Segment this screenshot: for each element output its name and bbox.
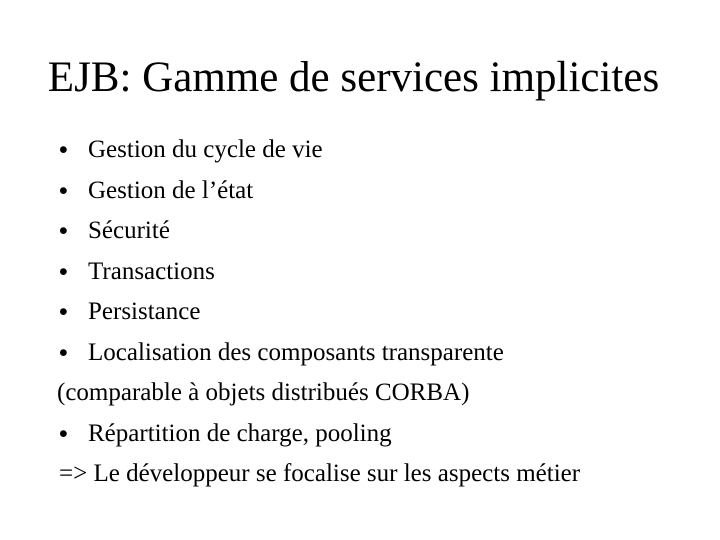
bullet-icon: •	[59, 136, 68, 164]
list-item-text: Sécurité	[88, 217, 170, 244]
bullet-icon: •	[59, 338, 68, 367]
continuation-line	[59, 373, 709, 414]
list-item	[59, 414, 709, 455]
continuation-text: (comparable à objets distribués CORBA)	[57, 379, 470, 406]
list-item-text: Gestion de l’état	[88, 176, 254, 204]
bullet-icon: •	[59, 298, 68, 326]
bullet-icon: •	[59, 176, 68, 205]
list-item	[59, 292, 709, 333]
list-item	[59, 252, 709, 293]
list-item-text: Gestion du cycle de vie	[88, 136, 323, 163]
list-item	[59, 211, 709, 252]
bullet-icon: •	[59, 217, 68, 245]
slide-title: EJB: Gamme de services implicites	[47, 54, 660, 101]
bullet-icon: •	[59, 257, 68, 286]
list-item-text: Transactions	[88, 257, 215, 285]
list-item-text: Localisation des composants transparente	[88, 338, 504, 366]
list-item	[59, 333, 709, 374]
bullet-icon: •	[59, 419, 68, 448]
conclusion-line	[59, 454, 709, 495]
list-item-text: Persistance	[88, 298, 201, 325]
slide-body	[59, 130, 709, 495]
list-item	[59, 171, 709, 212]
conclusion-text: => Le développeur se focalise sur les aspects métier	[59, 460, 581, 487]
list-item-text: Répartition de charge, pooling	[88, 419, 392, 447]
list-item	[59, 130, 709, 171]
